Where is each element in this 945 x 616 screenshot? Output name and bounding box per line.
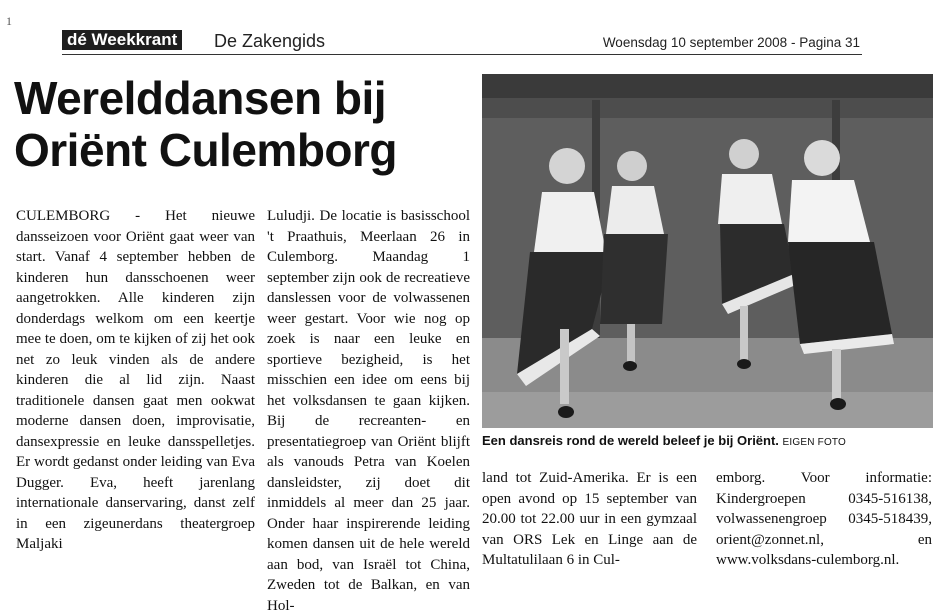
page-corner-number: 1 [6, 14, 12, 28]
article-column-3: land tot Zuid-Amerika. Er is een open avond op 15 september van 20.00 tot 22.00 uur in een gymzaal van ORS Lek en Linge aan de Multatulilaan 6 in Cul- [482, 470, 697, 568]
headline-line-2: Oriënt Culemborg [14, 124, 398, 176]
headline-line-1: Werelddansen bij [14, 72, 387, 124]
article-column-4: emborg. Voor informatie: Kindergroepen 0345-516138, volwassenengroep 0345-518439, orient@zonnet.nl, en www.volksdans-culemborg.nl. [716, 470, 932, 568]
photo-credit: EIGEN FOTO [782, 437, 847, 448]
photo-illustration [482, 74, 933, 428]
headline [14, 72, 474, 176]
news-photo-dancing-girls [482, 74, 933, 428]
article-column-2: Luludji. De locatie is basisschool 't Praathuis, Meerlaan 26 in Culemborg. Maandag 1 september zijn ook de recreatieve danslessen voor de volwassenen weer gestart. Voor wie nog op zoek is naar een leuke en sportieve bezigheid, is het misschien een idee om eens bij het volksdansen te gaan kijken. Bij de recreanten- en presentatiegroep van Oriënt blijft als vanouds Petra van Koelen dansleidster, zij doet dit inmiddels al meer dan 25 jaar. Onder haar inspirerende leiding komen dansen uit de hele wereld aan bod, van Israël tot China, Zweden tot de Balkan, en van Hol- [267, 208, 470, 614]
newspaper-brand: dé Weekkrant [62, 30, 182, 50]
article-column-1: CULEMBORG - Het nieuwe dansseizoen voor Oriënt gaat weer van start. Vanaf 4 september hebben de kinderen hun dansschoenen weer aangetrokken. Alle kinderen zijn donderdags welkom om een keertje mee te doen, om te kijken of zij het ook net zo leuk vinden als de andere kinderen die al lid zijn. Naast traditionele dansen gaat men ookwat moderne dansen doen, improvisatie, dansexpressie en leuke dansspelletjes. Er wordt gedanst onder leiding van Eva Dugger. Eva, heeft jarenlang internationale danservaring, danst zelf in een zigeunerdans theatergroep Maljaki [16, 208, 255, 552]
masthead-rule [62, 54, 862, 55]
masthead [62, 30, 862, 52]
photo-caption [482, 432, 934, 452]
caption-text: Een dansreis rond de wereld beleef je bij Oriënt. [482, 433, 779, 448]
dateline: Woensdag 10 september 2008 - Pagina 31 [602, 35, 860, 50]
section-title: De Zakengids [214, 31, 326, 51]
